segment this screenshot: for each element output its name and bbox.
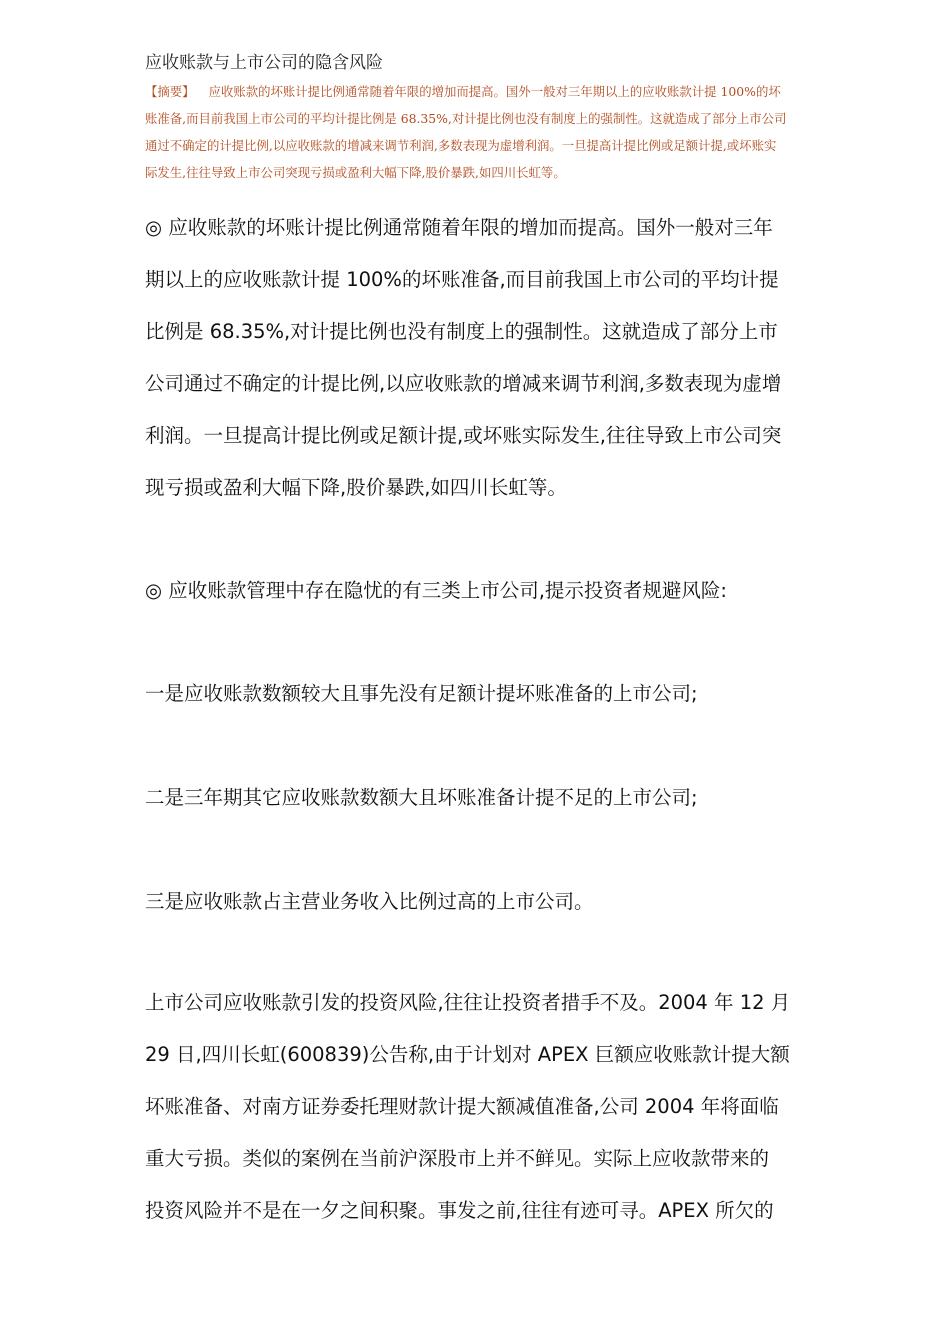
document-title: 应收账款与上市公司的隐含风险 <box>145 53 383 73</box>
paragraph-line: 一是应收账款数额较大且事先没有足额计提坏账准备的上市公司; <box>145 682 698 705</box>
abstract-line <box>145 78 880 105</box>
paragraph-line: 投资风险并不是在一夕之间积聚。事发之前,往往有迹可寻。APEX 所欠的 <box>145 1199 774 1222</box>
paragraph-line: 现亏损或盈利大幅下降,股价暴跌,如四川长虹等。 <box>145 476 567 499</box>
paragraph-type-two <box>145 772 885 824</box>
paragraph-line: 比例是 68.35%,对计提比例也没有制度上的强制性。这就造成了部分上市 <box>145 320 778 343</box>
paragraph-line: 29 日,四川长虹(600839)公告称,由于计划对 APEX 巨额应收账款计提大额 <box>145 1043 790 1066</box>
paragraph-line: 利润。一旦提高计提比例或足额计提,或坏账实际发生,往往导致上市公司突 <box>145 424 782 447</box>
paragraph-type-one <box>145 668 885 720</box>
paragraph-line: 上市公司应收账款引发的投资风险,往往让投资者措手不及。2004 年 12 月 <box>145 991 791 1014</box>
paragraph-line: 坏账准备、对南方证券委托理财款计提大额减值准备,公司 2004 年将面临 <box>145 1095 779 1118</box>
paragraph-line: ◎ 应收账款管理中存在隐忧的有三类上市公司,提示投资者规避风险: <box>145 579 727 602</box>
paragraph-bad-debt-ratio <box>145 202 885 514</box>
abstract-line: 通过不确定的计提比例,以应收账款的增减来调节利润,多数表现为虚增利润。一旦提高计提比例或足额计提,或坏账实 <box>145 138 777 153</box>
paragraph-line: 二是三年期其它应收账款数额大且坏账准备计提不足的上市公司; <box>145 786 698 809</box>
paragraph-line: 期以上的应收账款计提 100%的坏账准备,而目前我国上市公司的平均计提 <box>145 268 779 291</box>
paragraph-line: 三是应收账款占主营业务收入比例过高的上市公司。 <box>145 890 594 913</box>
paragraph-line: 公司通过不确定的计提比例,以应收账款的增减来调节利润,多数表现为虚增 <box>145 372 782 395</box>
abstract-line: 账准备,而目前我国上市公司的平均计提比例是 68.35%,对计提比例也没有制度上的强制性。这就造成了部分上市公司 <box>145 111 787 126</box>
abstract-line-text: 应收账款的坏账计提比例通常随着年限的增加而提高。国外一般对三年期以上的应收账款计提 100%的坏 <box>208 84 781 99</box>
abstract-block <box>145 78 880 186</box>
paragraph-three-types <box>145 565 885 617</box>
abstract-line: 际发生,往往导致上市公司突现亏损或盈利大幅下降,股价暴跌,如四川长虹等。 <box>145 165 566 180</box>
paragraph-line: 重大亏损。类似的案例在当前沪深股市上并不鲜见。实际上应收款带来的 <box>145 1147 770 1170</box>
paragraph-line: ◎ 应收账款的坏账计提比例通常随着年限的增加而提高。国外一般对三年 <box>145 216 773 239</box>
paragraph-investment-risk <box>145 977 885 1237</box>
paragraph-type-three <box>145 876 885 928</box>
abstract-tag: 【摘要】 <box>145 84 195 99</box>
